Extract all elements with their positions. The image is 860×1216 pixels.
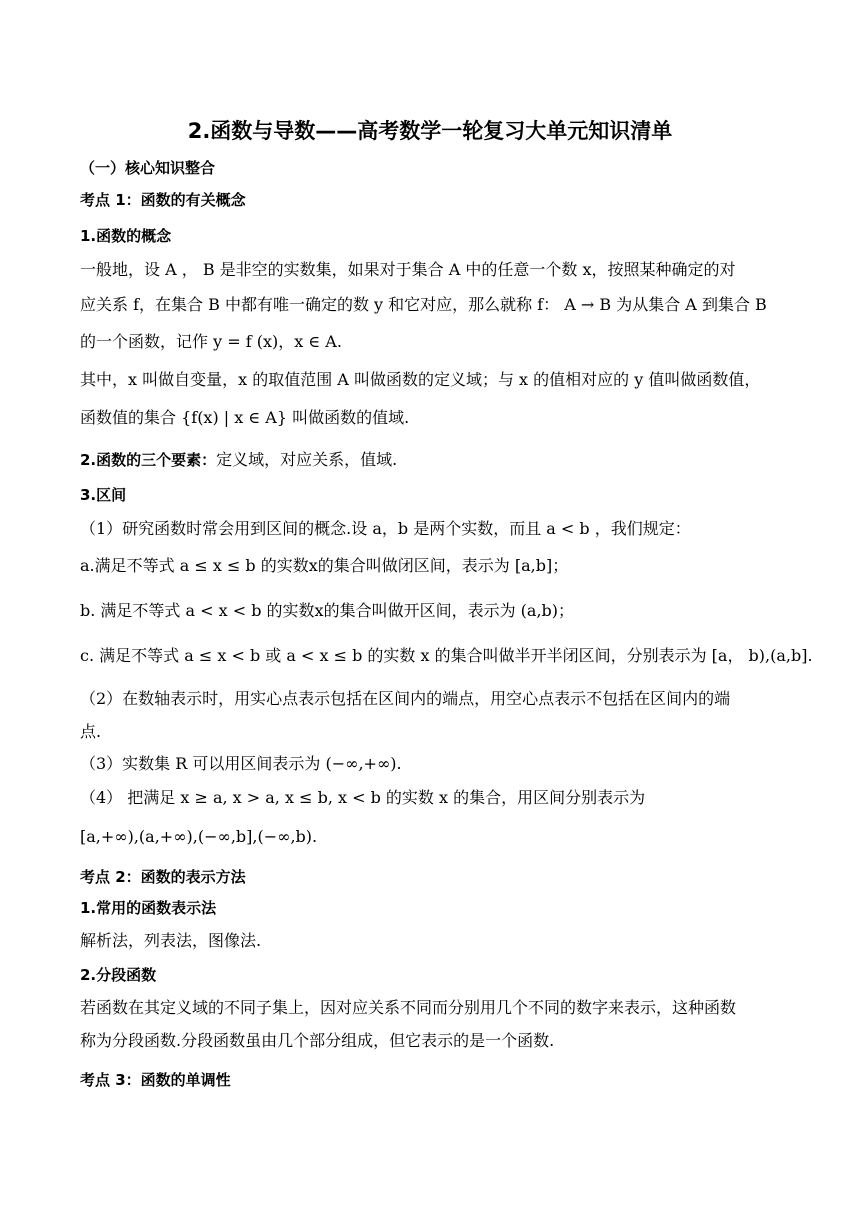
interval-item-2-line-2: 点. [80,722,102,741]
common-methods-text: 解析法，列表法，图像法. [80,931,262,950]
concept-paragraph-line-2: 应关系 f，在集合 B 中都有唯一确定的数 y 和它对应，那么就称 f： A → B 为从集合 A 到集合 B [80,295,767,314]
interval-item-4-line-2: [a,+∞),(a,+∞),(−∞,b],(−∞,b). [80,827,318,846]
three-elements-text: 定义域，对应关系，值域. [216,450,398,469]
kaodian-2-heading: 考点 2：函数的表示方法 [80,868,246,886]
section-heading: （一）核心知识整合 [80,159,216,177]
domain-paragraph-line-2: 函数值的集合 {f(x) | x ∈ A} 叫做函数的值域. [80,408,410,427]
concept-paragraph-line-1: 一般地，设 A ， B 是非空的实数集，如果对于集合 A 中的任意一个数 x，按照某种确定的对 [80,260,736,279]
kaodian-1-heading: 考点 1：函数的有关概念 [80,191,246,209]
interval-item-3: （3）实数集 R 可以用区间表示为 (−∞,+∞). [80,754,402,773]
piecewise-line-1: 若函数在其定义域的不同子集上，因对应关系不同而分别用几个不同的数字来表示，这种函数 [80,998,737,1017]
piecewise-heading: 2.分段函数 [80,966,157,984]
interval-item-4-line-1: （4） 把满足 x ≥ a, x > a, x ≤ b, x < b 的实数 x 的集合，用区间分别表示为 [80,788,646,807]
interval-item-c: c. 满足不等式 a ≤ x < b 或 a < x ≤ b 的实数 x 的集合叫做半开半闭区间，分别表示为 [a， b),(a,b]. [80,646,813,665]
three-elements-heading: 2.函数的三个要素： [80,451,217,469]
interval-item-2-line-1: （2）在数轴表示时，用实心点表示包括在区间内的端点，用空心点表示不包括在区间内的端 [80,689,731,708]
function-concept-heading: 1.函数的概念 [80,227,172,245]
page-title: 2.函数与导数——高考数学一轮复习大单元知识清单 [187,119,673,143]
interval-item-b: b. 满足不等式 a < x < b 的实数x的集合叫做开区间，表示为 (a,b)； [80,601,575,620]
interval-heading: 3.区间 [80,486,127,504]
kaodian-3-heading: 考点 3：函数的单调性 [80,1071,231,1089]
interval-item-a: a.满足不等式 a ≤ x ≤ b 的实数x的集合叫做闭区间，表示为 [a,b]； [80,556,569,575]
concept-paragraph-line-3: 的一个函数，记作 y = f (x)，x ∈ A. [80,332,342,351]
domain-paragraph-line-1: 其中，x 叫做自变量，x 的取值范围 A 叫做函数的定义域；与 x 的值相对应的 y 值叫做函数值， [80,370,761,389]
common-methods-heading: 1.常用的函数表示法 [80,899,217,917]
interval-item-1: （1）研究函数时常会用到区间的概念.设 a，b 是两个实数，而且 a < b ，我们规定： [80,519,691,538]
three-elements-line [80,449,397,471]
piecewise-line-2: 称为分段函数.分段函数虽由几个部分组成，但它表示的是一个函数. [80,1031,555,1050]
